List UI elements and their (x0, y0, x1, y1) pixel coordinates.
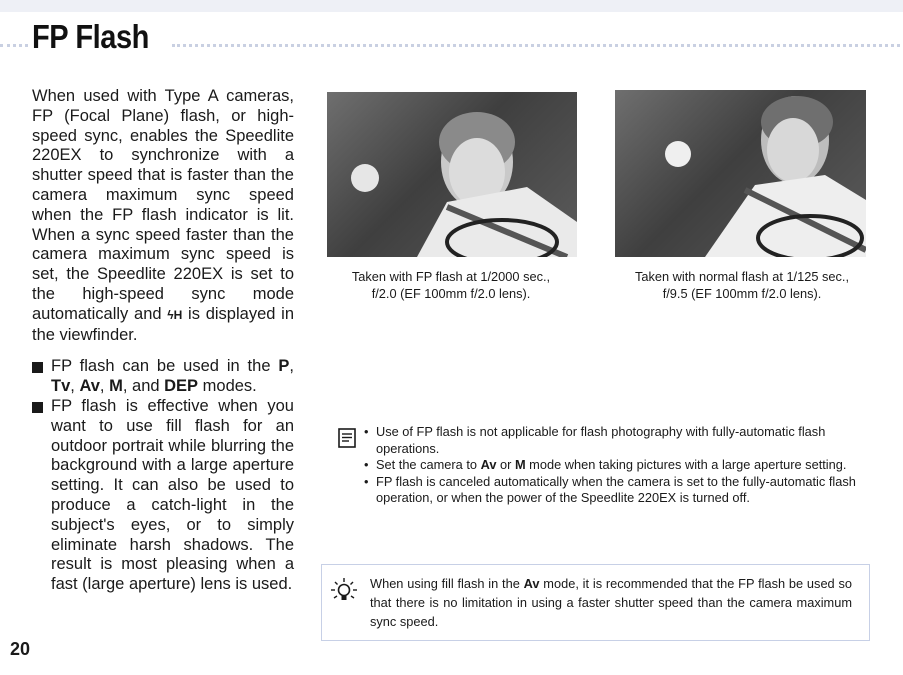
note-text: Set the camera to (376, 457, 481, 472)
caption-line: Taken with FP flash at 1/2000 sec., (351, 269, 551, 284)
note-item (364, 457, 860, 474)
sep: , and (122, 377, 165, 396)
bullet-text-end: modes. (198, 377, 257, 396)
square-bullet-icon (32, 362, 43, 373)
intro-text: When used with Type A cameras, FP (Focal Plane) flash, or high-speed sync, enables the Speedlite 220EX to synchronize with a shutter speed that is faster than the camera maximum sync speed when the FP flash indicator is lit. When a sync speed faster than the camera maximum sync speed is set, the Speedlite 220EX is set to the high-speed sync mode automatically and (32, 87, 294, 323)
sep: , (289, 357, 294, 376)
sep: , (99, 377, 110, 396)
caption-normal-flash (606, 268, 878, 302)
caption-line: f/2.0 (EF 100mm f/2.0 lens). (371, 286, 531, 301)
tip-box (321, 564, 870, 641)
feature-bullets (32, 357, 294, 595)
mode-tv: Tv (51, 377, 71, 396)
caption-line: f/9.5 (EF 100mm f/2.0 lens). (662, 286, 822, 301)
tip-text-end: mode, it is recommended that the FP flash be used so that there is no limitation in using a faster shutter speed than the camera maximum sync speed. (370, 576, 852, 629)
page-number: 20 (10, 639, 31, 659)
notes-section (340, 424, 860, 507)
sep: , (70, 377, 80, 396)
photo-normal-flash (615, 90, 866, 257)
bullet-text: FP flash is effective when you want to use fill flash for an outdoor portrait while blurring the background with a large aperture setting. It can also be used to produce a catch-light in the subject's eyes, or to simply eliminate harsh shadows. The result is most pleasing when a fast (large aperture) lens is used. (51, 396, 294, 594)
bullet-usage (32, 397, 294, 595)
note-item (364, 474, 860, 507)
note-text: Use of FP flash is not applicable for flash photography with fully-automatic flash operations. (376, 424, 826, 456)
bullet-dot: • (364, 424, 369, 439)
caption-line: Taken with normal flash at 1/125 sec., (634, 269, 850, 284)
intro-paragraph (32, 87, 294, 345)
intro-text-end: is displayed in the viewfinder. (32, 304, 294, 344)
tip-text-start: When using fill flash in the (370, 576, 524, 591)
mode-av: Av (523, 576, 540, 591)
note-text: or (496, 457, 515, 472)
note-text: mode when taking pictures with a large aperture setting. (525, 457, 847, 472)
fp-flash-symbol: ϟH (167, 307, 183, 322)
bullet-text: FP flash can be used in the (51, 357, 279, 376)
memo-icon (338, 428, 356, 448)
note-text: FP flash is canceled automatically when the camera is set to the fully-automatic flash operation, or when the power of the Speedlite 220EX is turned off. (376, 473, 856, 505)
lightbulb-icon (330, 577, 358, 605)
portrait-illustration-1 (327, 92, 577, 257)
note-item (364, 424, 860, 457)
photo-fp-flash (327, 92, 577, 257)
mode-m: M (514, 457, 526, 472)
bullet-dot: • (364, 473, 369, 489)
portrait-illustration-2 (615, 90, 866, 257)
caption-fp-flash (320, 268, 582, 302)
mode-p: P (278, 357, 290, 376)
bullet-dot: • (364, 457, 369, 472)
mode-dep: DEP (164, 377, 199, 396)
bullet-modes (32, 357, 294, 397)
mode-av: Av (79, 377, 100, 396)
mode-m: M (109, 377, 123, 396)
main-text-column (32, 87, 294, 595)
square-bullet-icon (32, 402, 43, 413)
top-band (0, 0, 903, 12)
mode-av: Av (480, 457, 497, 472)
title-rule-right (172, 44, 900, 47)
notes-list (340, 424, 860, 507)
page-title: FP Flash (32, 18, 149, 55)
tip-text (370, 574, 852, 631)
title-rule-left (0, 44, 28, 47)
